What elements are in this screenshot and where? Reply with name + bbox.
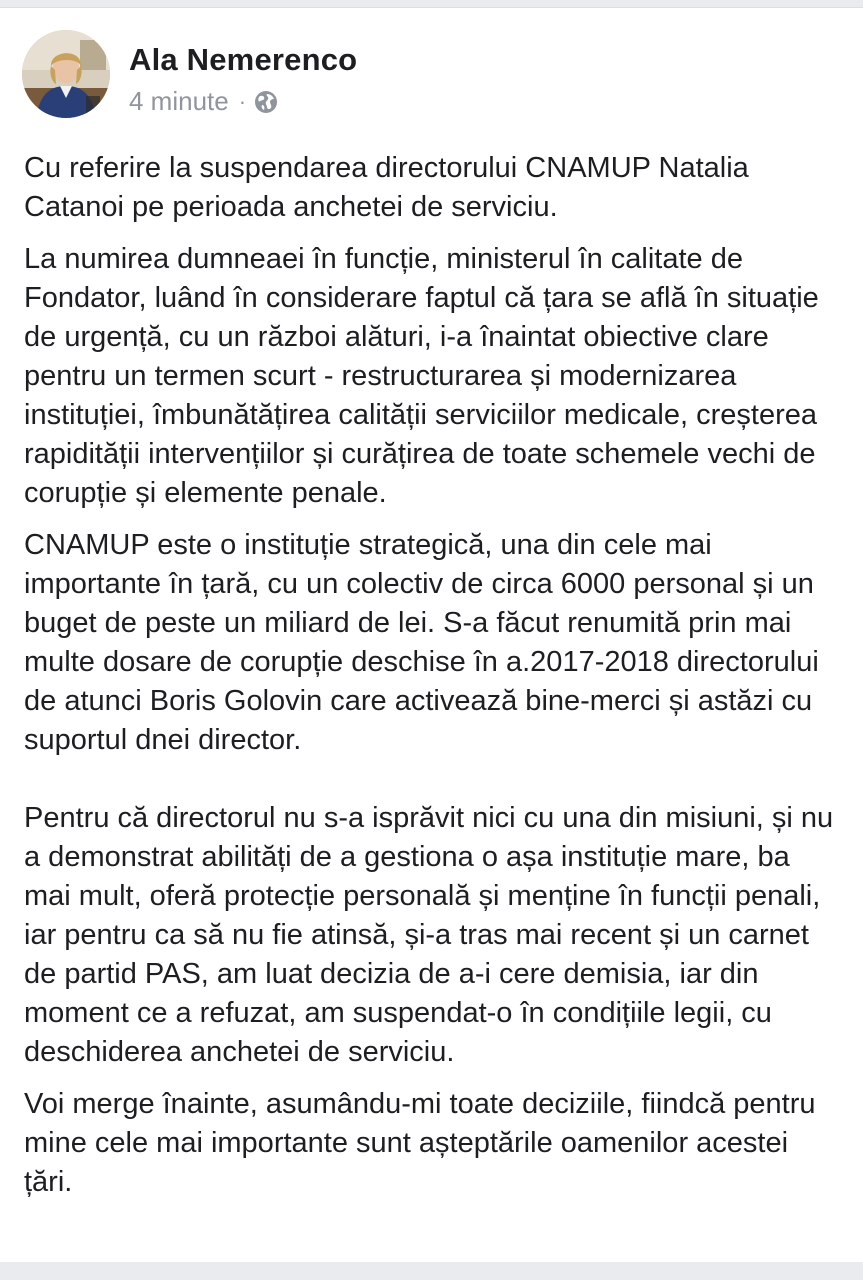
post-timestamp[interactable]: 4 minute (129, 86, 229, 116)
feed-bottom-divider (0, 1262, 863, 1280)
avatar[interactable] (22, 30, 110, 118)
post-paragraph: Cu referire la suspendarea directorului CNAMUP Natalia Catanoi pe perioada anchetei de serviciu. (24, 152, 749, 223)
post-body (24, 149, 842, 1215)
post-paragraph: CNAMUP este o instituție strategică, una din cele mai importante în țară, cu un colectiv de circa 6000 personal și un buget de peste un miliard de lei. S-a făcut renumită prin mai multe dosare de corupție deschise în a.2017-2018 directorului de atunci Boris Golovin care activează bine-merci și astăzi cu suportul dnei director. (24, 529, 819, 756)
avatar-photo (22, 30, 110, 118)
facebook-post (0, 8, 863, 1260)
post-paragraph: Pentru că directorul nu s-a isprăvit nici cu una din misiuni, și nu a demonstrat abilități de a gestiona o așa instituție mare, ba mai mult, oferă protecție personală și menține în funcții penali, iar pentru ca să nu fie atinsă, și-a tras mai recent și un carnet de partid PAS, am luat decizia de a-i cere demisia, iar din moment ce a refuzat, am suspendat-o în condițiile legii, cu deschiderea anchetei de serviciu. (24, 802, 834, 1068)
meta-separator: · (238, 88, 247, 114)
post-paragraph: La numirea dumneaei în funcție, ministerul în calitate de Fondator, luând în considerare faptul că țara se află în situație de urgență, cu un război alături, i-a înaintat obiective clare pentru un termen scurt - restructurarea și modernizarea instituției, îmbunătățirea calității serviciilor medicale, creșterea rapidității intervențiilor și curățirea de toate schemele vechi de corupție și elemente penale. (24, 243, 819, 509)
author-name[interactable]: Ala Nemerenco (129, 42, 358, 77)
post-meta (129, 86, 278, 117)
post-header (22, 30, 822, 120)
feed-top-divider (0, 0, 863, 8)
post-paragraph: Voi merge înainte, asumându-mi toate deciziile, fiindcă pentru mine cele mai importante sunt așteptările oamenilor acestei țări. (24, 1088, 816, 1198)
globe-icon[interactable] (254, 90, 278, 114)
